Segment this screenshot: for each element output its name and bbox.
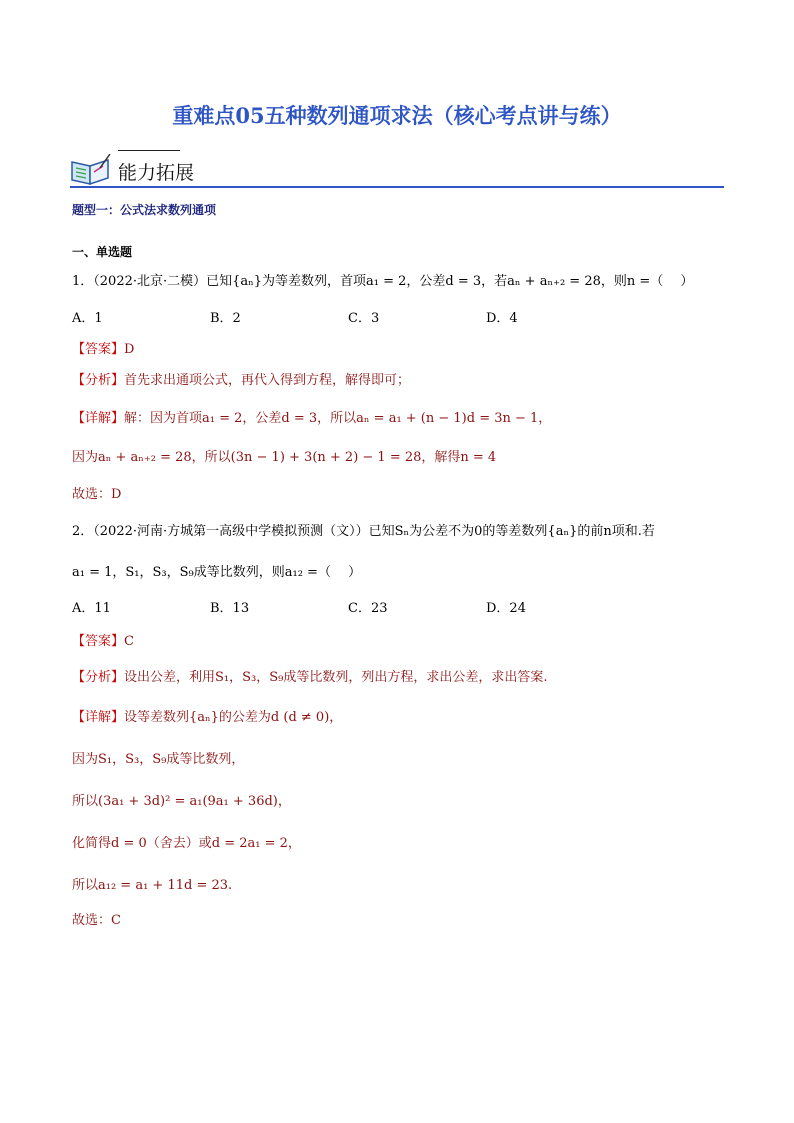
- question-1-options: [72, 310, 672, 328]
- answer-value: D: [124, 342, 135, 357]
- header-rule: [118, 150, 180, 151]
- detail-line: 化简得d = 0（舍去）或d = 2a₁ = 2，: [72, 836, 301, 851]
- question-1-detail: [72, 410, 551, 428]
- question-1-analysis: [72, 372, 410, 390]
- section-header-label: 能力拓展: [118, 162, 195, 184]
- detail-line: 解：因为首项a₁ = 2，公差d = 3，所以aₙ = a₁ + (n − 1)d = 3n − 1，: [124, 411, 552, 426]
- option-a: A．1: [72, 311, 103, 326]
- detail-line: 因为S₁，S₃，S₉成等比数列，: [72, 752, 245, 767]
- analysis-tag: 【分析】: [72, 670, 125, 685]
- option-d: D．4: [486, 311, 518, 326]
- question-2-options: [72, 600, 672, 618]
- option-d: D．24: [486, 601, 526, 616]
- answer-tag: 【答案】: [72, 342, 125, 357]
- subsection-heading: 一、单选题: [72, 245, 133, 259]
- option-c: C．3: [348, 311, 380, 326]
- answer-tag: 【答案】: [72, 634, 125, 649]
- analysis-text: 首先求出通项公式，再代入得到方程，解得即可；: [124, 373, 411, 388]
- option-a: A．11: [72, 601, 111, 616]
- question-2-detail: [72, 709, 342, 727]
- question-2-answer: [72, 633, 134, 651]
- option-b: B．13: [210, 601, 250, 616]
- detail-line: 所以a₁₂ = a₁ + 11d = 23.: [72, 878, 233, 893]
- question-1-answer: [72, 341, 134, 359]
- section-header: [70, 150, 724, 188]
- open-book-icon: [70, 154, 112, 186]
- question-2-stem-cont: a₁ = 1，S₁，S₃，S₉成等比数列，则a₁₂ =（ ）: [72, 565, 362, 580]
- question-2-stem: 2．（2022·河南·方城第一高级中学模拟预测（文））已知Sₙ为公差不为0的等差数列{aₙ}的前n项和.若: [72, 524, 655, 539]
- analysis-tag: 【分析】: [72, 373, 125, 388]
- detail-tag: 【详解】: [72, 710, 125, 725]
- question-2-analysis: [72, 669, 548, 687]
- detail-tag: 【详解】: [72, 411, 125, 426]
- option-b: B．2: [210, 311, 241, 326]
- analysis-text: 设出公差，利用S₁，S₃，S₉成等比数列，列出方程，求出公差，求出答案.: [124, 670, 548, 685]
- question-2-conclusion: 故选：C: [72, 913, 121, 928]
- option-c: C．23: [348, 601, 388, 616]
- answer-value: C: [124, 634, 134, 649]
- detail-line: 因为aₙ + aₙ₊₂ = 28，所以(3n − 1) + 3(n + 2) − 1 = 28，解得n = 4: [72, 450, 497, 465]
- detail-line: 所以(3a₁ + 3d)² = a₁(9a₁ + 36d)，: [72, 794, 291, 809]
- question-type: 题型一：公式法求数列通项: [72, 203, 217, 217]
- detail-line: 设等差数列{aₙ}的公差为d (d ≠ 0)，: [124, 710, 343, 725]
- page-title: 重难点05五种数列通项求法（核心考点讲与练）: [172, 103, 622, 128]
- question-1-conclusion: 故选：D: [72, 487, 122, 502]
- question-1-stem: 1．（2022·北京·二模）已知{aₙ}为等差数列，首项a₁ = 2，公差d = 3，若aₙ + aₙ₊₂ = 28，则n =（ ）: [72, 274, 694, 289]
